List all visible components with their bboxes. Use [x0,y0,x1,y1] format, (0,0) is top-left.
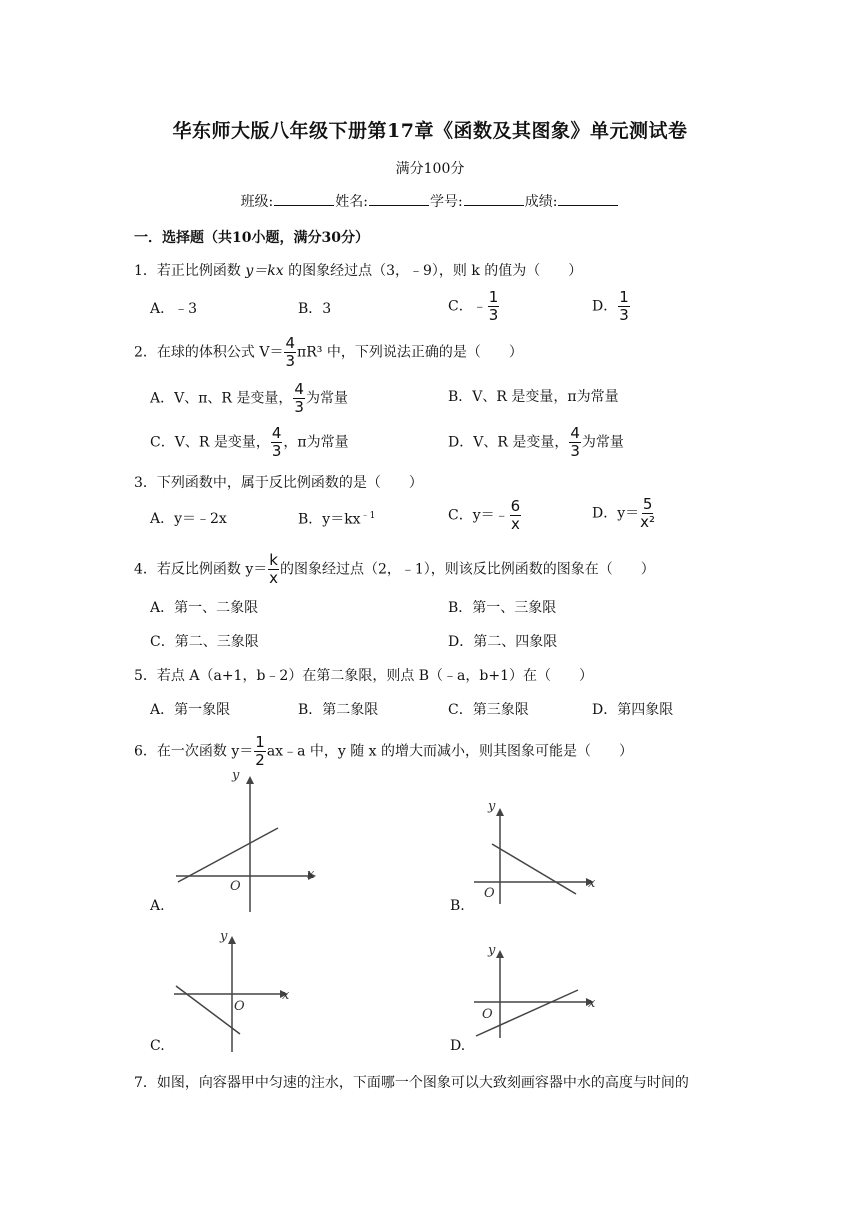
q3-option-a: A．y＝﹣2x [150,511,227,527]
y-axis-arrow [496,950,504,958]
question-1-stem: 1．若正比例函数 y＝kx 的图象经过点（3，﹣9），则 k 的值为（ ） [134,263,583,279]
function-line [492,844,576,894]
y-axis-arrow [246,776,254,784]
y-label: y [488,943,496,958]
origin-label: O [230,879,241,894]
q3-option-b: B．$y=kx^{﹣1}$ [298,511,376,528]
name-blank [369,193,429,206]
q5-option-b: B．第二象限 [298,702,379,718]
full-score: 满分100分 [395,161,465,177]
y-label: y [232,772,240,783]
q5-option-a: A．第一象限 [150,702,231,718]
q2-option-d: D．V、R 是变量， $\frac{4}{3}$ 为常量 [448,424,624,460]
class-label: 班级: [240,194,274,210]
q6-option-b: B. [450,898,465,914]
q6-graph-a [168,772,318,914]
q4-option-c: C．第二、三象限 [150,634,259,650]
id-label: 学号: [430,194,463,210]
q6-option-c: C. [150,1038,165,1054]
origin-label: O [484,886,495,901]
q2-option-a: A．V、π、R 是变量， $\frac{4}{3}$ 为常量 [150,380,348,416]
q6-graph-d [470,940,600,1040]
q4-option-b: B．第一、三象限 [448,600,557,616]
q6-graph-c [168,928,298,1054]
page-title: 华东师大版八年级下册第17章《函数及其图象》单元测试卷 [172,120,688,142]
student-info-row [0,191,860,211]
q5-option-c: C．第三象限 [448,702,529,718]
y-label: y [488,799,496,814]
q4-option-d: D．第二、四象限 [448,634,558,650]
q1-option-a: A．﹣3 [150,301,198,317]
question-2-stem: 2．在球的体积公式 V＝ $\frac{4}{3}$ πR³ 中，下列说法正确的是（ ） [134,334,523,370]
x-label: x [588,876,596,891]
question-3-stem: 3．下列函数中，属于反比例函数的是（ ） [134,475,423,491]
y-label: y [220,929,228,944]
question-7-stem: 7．如图，向容器甲中匀速的注水，下面哪一个图象可以大致刻画容器中水的高度与时间的 [134,1075,689,1091]
origin-label: O [234,999,245,1014]
name-label: 姓名: [335,194,368,210]
x-label: x [282,988,290,1003]
score-label: 成绩: [524,194,558,210]
function-line [178,828,278,882]
section-heading: 一．选择题（共10小题，满分30分） [134,230,369,246]
x-label: x [307,867,315,882]
id-blank [464,193,524,206]
y-axis-arrow [228,936,236,944]
q6-graph-b [470,798,600,906]
function-line [176,986,240,1034]
q2-option-c: C．V、R 是变量， $\frac{4}{3}$ ，π为常量 [150,424,349,460]
question-4-stem: 4．若反比例函数 y＝ $\frac{k}{x}$ 的图象经过点（2，﹣1），则该反比例函数的图象在（ ） [134,551,655,587]
class-blank [274,193,334,206]
q6-option-d: D. [450,1038,466,1054]
x-label: x [588,996,596,1011]
q5-option-d: D．第四象限 [592,702,674,718]
q4-option-a: A．第一、二象限 [150,600,259,616]
question-5-stem: 5．若点 A（a+1，b﹣2）在第二象限，则点 B（﹣a，b+1）在（ ） [134,668,594,684]
q1-option-c: C．﹣ $\frac{1}{3}$ [448,288,499,324]
q6-option-a: A. [150,898,165,914]
q3-option-c: C．y＝﹣ $\frac{6}{x}$ [448,497,521,533]
y-axis-arrow [496,808,504,816]
origin-label: O [482,1007,493,1022]
q2-option-b: B．V、R 是变量，π为常量 [448,389,619,405]
q3-option-d: D．y＝ $\frac{5}{\text{x²}}$ [592,495,656,531]
question-6-stem: 6．在一次函数 y＝ $\frac{1}{2}$ ax﹣a 中，y 随 x 的增大而减小，则其图象可能是（ ） [134,733,634,769]
q1-option-d: D． $\frac{1}{3}$ [592,288,629,324]
score-blank [558,193,618,206]
q1-option-b: B．3 [298,301,332,317]
